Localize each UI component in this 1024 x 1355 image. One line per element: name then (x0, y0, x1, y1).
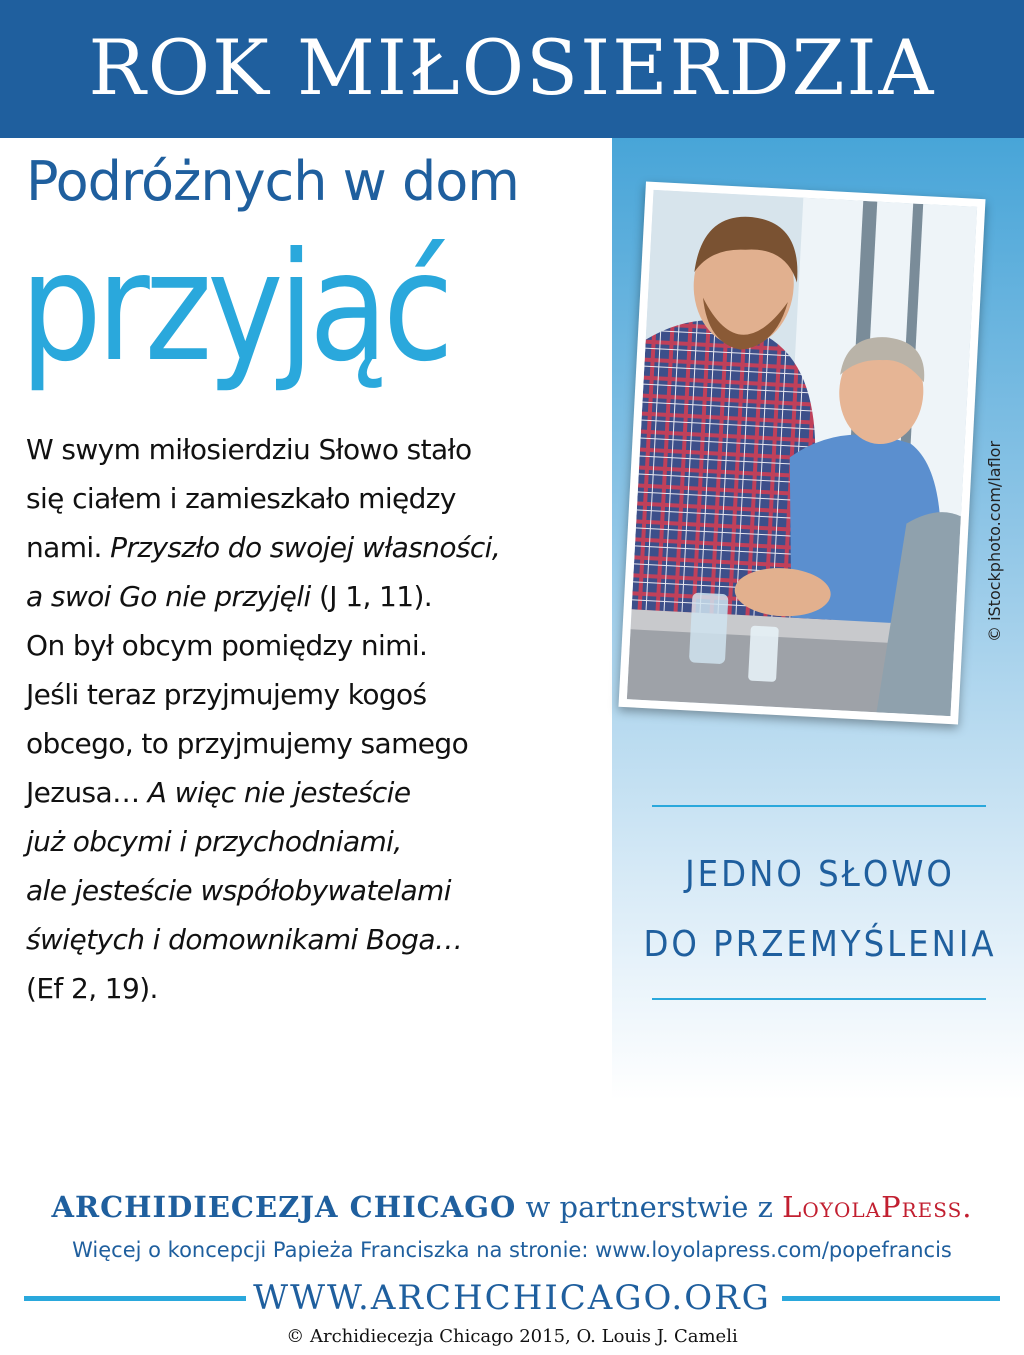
body-quote: świętych i domownikami Boga… (26, 923, 463, 956)
headline: przyjąć (20, 221, 449, 395)
more-info-text: Więcej o koncepcji Papieża Franciszka na stronie: www.loyolapress.com/popefrancis (72, 1238, 952, 1262)
body-quote: a swoi Go nie przyjęli (26, 580, 311, 613)
reflection-line: JEDNO SŁOWO (685, 854, 955, 895)
body-line (26, 768, 606, 817)
handshake-photo (627, 190, 977, 716)
reflection-line: DO PRZEMYŚLENIA (643, 924, 997, 965)
partner-line (0, 1190, 1024, 1224)
banner-title: ROK MIŁOSIERDZIA (88, 23, 936, 112)
body-quote: A więc nie jesteście (147, 776, 411, 809)
body-quote: ale jesteście współobywatelami (26, 874, 451, 907)
body-text (26, 425, 606, 1013)
subtitle: Podróżnych w dom (26, 150, 519, 213)
partnership-text: w partnerstwie z (516, 1190, 783, 1224)
reflection-heading (640, 840, 1000, 980)
body-line (26, 817, 606, 866)
body-quote: już obcymi i przychodniami, (26, 825, 402, 858)
handshake-photo-illustration (627, 190, 977, 716)
body-line: (Ef 2, 19). (26, 972, 158, 1005)
divider-top (652, 805, 986, 807)
body-line (26, 915, 606, 964)
archchicago-url[interactable]: WWW.ARCHCHICAGO.ORG (253, 1278, 771, 1318)
archdiocese-name: ARCHIDIECEZJA CHICAGO (51, 1190, 517, 1224)
photo-credit: © iStockphoto.com/laflor (985, 440, 1004, 642)
body-line: obcego, to przyjmujemy samego (26, 727, 469, 760)
body-span: (J 1, 11). (310, 580, 433, 613)
body-line: Jeśli teraz przyjmujemy kogoś (26, 678, 427, 711)
loyola-press-logo: LoyolaPress. (782, 1190, 973, 1224)
photo-frame (618, 181, 985, 724)
body-line (26, 523, 606, 572)
body-line: On był obcym pomiędzy nimi. (26, 629, 428, 662)
body-line (26, 866, 606, 915)
body-line: się ciałem i zamieszkało między (26, 482, 456, 515)
body-line (26, 572, 606, 621)
body-quote: Przyszło do swojej własności, (110, 531, 501, 564)
url-row (0, 1278, 1024, 1322)
divider-bottom (652, 998, 986, 1000)
body-line: W swym miłosierdziu Słowo stało (26, 433, 472, 466)
body-span: nami. (26, 531, 111, 564)
body-span: Jezusa… (26, 776, 148, 809)
copyright: © Archidiecezja Chicago 2015, O. Louis J. Cameli (286, 1326, 738, 1347)
top-banner (0, 0, 1024, 138)
